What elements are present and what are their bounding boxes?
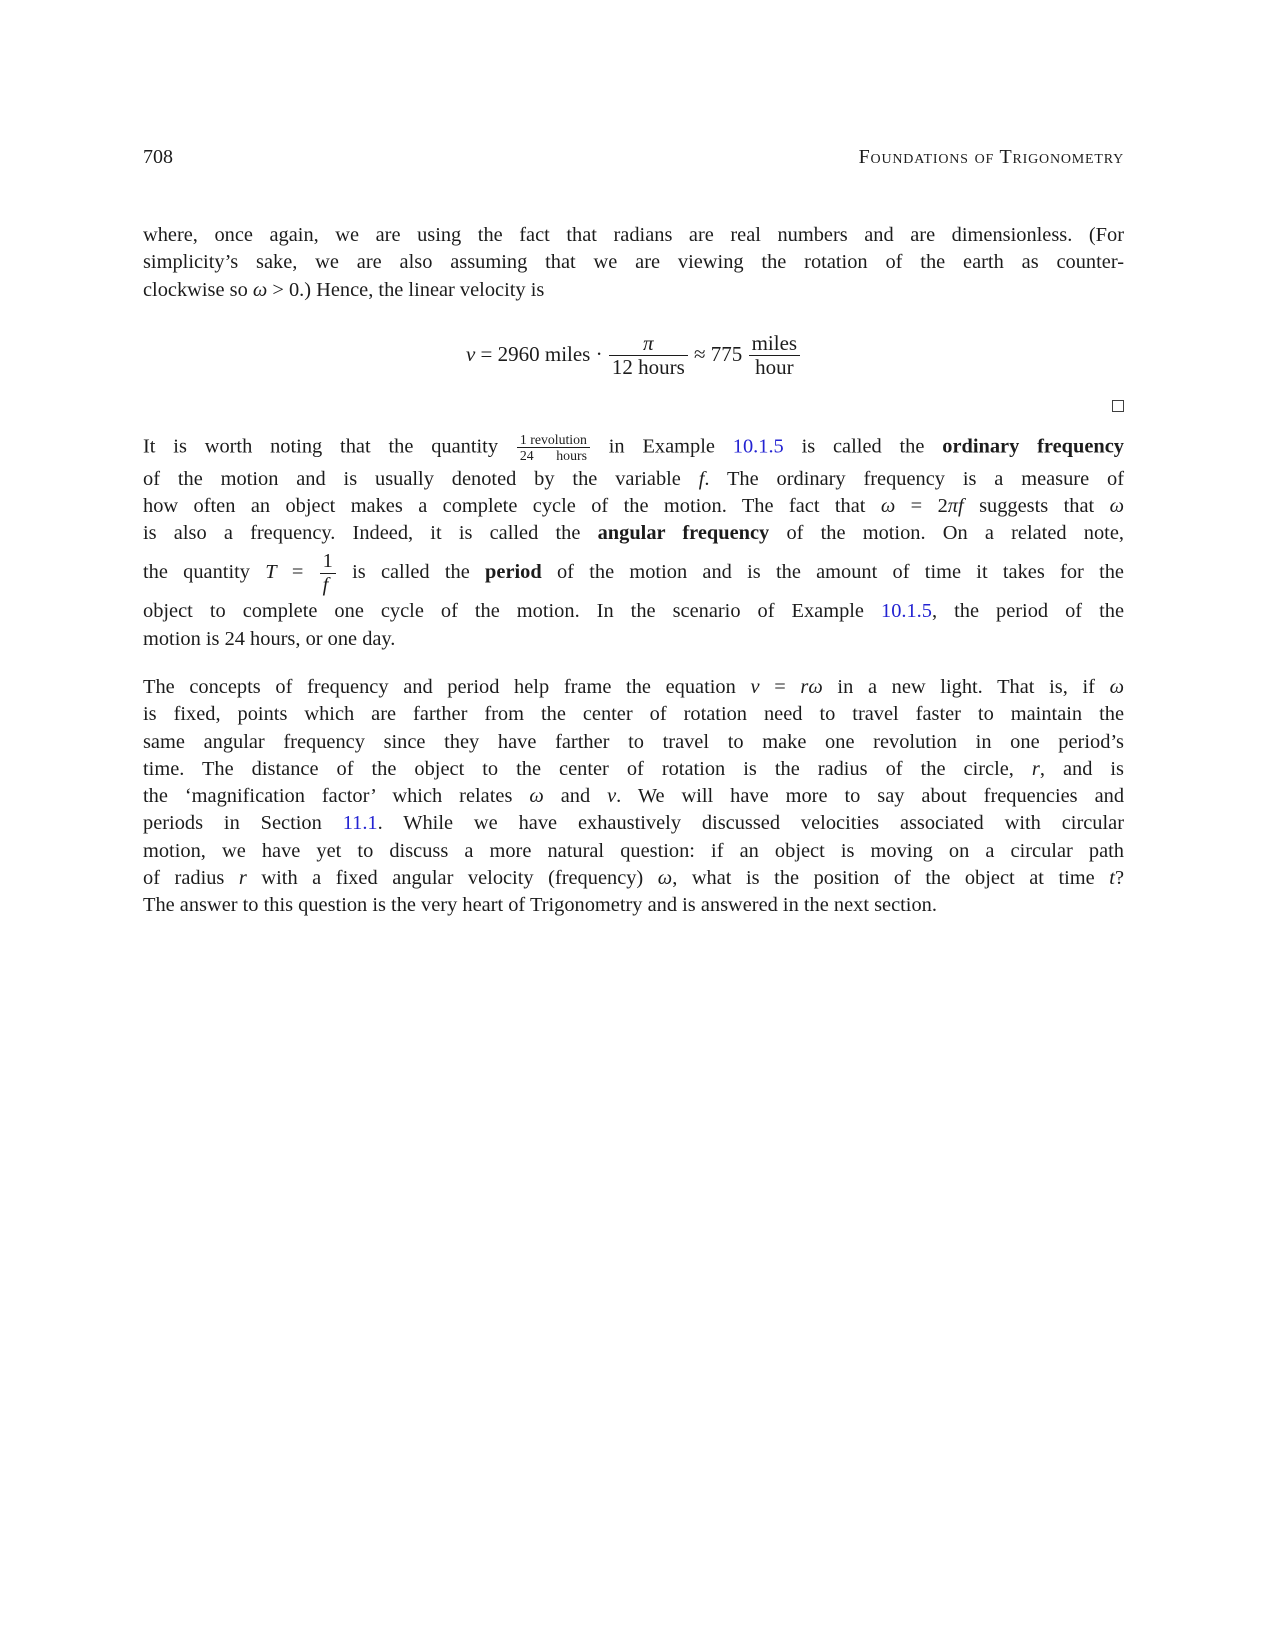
bold-term: period xyxy=(485,560,542,583)
text-run: suggests that xyxy=(963,495,1110,518)
qed-row xyxy=(143,400,1124,416)
inline-fraction xyxy=(609,332,688,380)
text-run: is called the xyxy=(336,560,486,583)
text-run: . The ordinary frequency is a measure of xyxy=(704,467,1124,490)
text-run: ≈ 775 xyxy=(688,341,748,366)
math-variable: ω xyxy=(657,867,673,890)
math-variable: ω xyxy=(1109,675,1124,698)
text-block xyxy=(143,0,1124,920)
text-run: motion is 24 hours, or one day. xyxy=(143,627,396,650)
text-run: the ‘magnification factor’ which relates xyxy=(143,785,530,808)
text-line xyxy=(143,865,1124,892)
running-title: Foundations of Trigonometry xyxy=(858,146,1124,168)
text-run: It is worth noting that the quantity xyxy=(143,435,516,458)
text-run: is fixed, points which are farther from the center of rotation need to travel faster to maintain the xyxy=(143,703,1124,726)
closing-paragraph xyxy=(143,674,1124,920)
text-run: , and is xyxy=(1039,757,1124,780)
text-line xyxy=(143,598,1124,625)
section-link[interactable]: 10.1.5 xyxy=(732,435,784,458)
frequency-paragraph xyxy=(143,430,1124,653)
math-variable: t xyxy=(1109,867,1115,890)
math-variable: v xyxy=(465,341,476,366)
math-variable: ω xyxy=(529,785,544,808)
section-link[interactable]: 10.1.5 xyxy=(881,600,932,623)
fraction-numerator: 1 xyxy=(322,549,333,572)
intro-paragraph xyxy=(143,222,1124,304)
text-run: is called the xyxy=(783,435,943,458)
text-run: of the motion and is usually denoted by the variable xyxy=(143,467,699,490)
math-variable: f xyxy=(698,467,705,490)
math-variable: ω xyxy=(880,495,896,518)
text-line xyxy=(143,701,1124,728)
text-run: of the motion and is the amount of time it takes for the xyxy=(541,560,1124,583)
text-run: . While we have exhaustively discussed velocities associated with circular xyxy=(377,812,1124,835)
math-variable: v xyxy=(750,675,760,698)
fraction-denominator: 24 hours xyxy=(517,447,590,463)
math-variable: T xyxy=(265,560,277,583)
text-line xyxy=(143,520,1124,547)
text-run: = xyxy=(276,560,319,583)
math-variable: ω xyxy=(252,278,268,301)
text-run: ? xyxy=(1114,867,1124,890)
text-line xyxy=(143,729,1124,756)
text-run: time. The distance of the object to the center of rotation is the radius of the circle, xyxy=(143,757,1032,780)
text-run: of the motion. On a related note, xyxy=(769,522,1124,545)
fraction-numerator: π xyxy=(643,330,654,355)
text-run: = 2 xyxy=(895,495,948,518)
text-run: = 2960 miles · xyxy=(475,341,608,366)
fraction-denominator: 12 hours xyxy=(609,355,688,380)
text-line xyxy=(143,892,1124,919)
fraction-denominator: f xyxy=(320,573,336,597)
text-run: The answer to this question is the very heart of Trigonometry and is answered in the next section. xyxy=(143,894,937,917)
text-run: with a fixed angular velocity (frequency) xyxy=(246,867,658,890)
text-line xyxy=(143,674,1124,701)
text-line xyxy=(143,838,1124,865)
text-run: = xyxy=(759,675,801,698)
math-variable: v xyxy=(607,785,617,808)
inline-fraction xyxy=(749,332,801,380)
text-run: simplicity’s sake, we are also assuming that we are viewing the rotation of the earth as counter- xyxy=(143,251,1124,274)
inline-fraction xyxy=(517,432,590,464)
math-variable: rω xyxy=(800,675,823,698)
text-run: in Example xyxy=(590,435,733,458)
text-line xyxy=(143,493,1124,520)
text-line xyxy=(143,249,1124,276)
text-run: the quantity xyxy=(143,560,266,583)
text-run: where, once again, we are using the fact that radians are real numbers and are dimensionless. (For xyxy=(143,224,1124,246)
end-of-example-icon xyxy=(1112,400,1124,412)
fraction-numerator: 1 revolution xyxy=(519,431,587,447)
text-run: object to complete one cycle of the motion. In the scenario of Example xyxy=(143,600,881,623)
text-run: same angular frequency since they have farther to travel to make one revolution in one period’s xyxy=(143,730,1124,753)
inline-fraction xyxy=(320,550,336,597)
text-run: clockwise so xyxy=(143,278,253,301)
bold-term: ordinary frequency xyxy=(942,435,1124,458)
text-line xyxy=(143,810,1124,837)
math-variable: ω xyxy=(1109,495,1124,518)
text-run: motion, we have yet to discuss a more natural question: if an object is moving on a circular path xyxy=(143,839,1124,862)
text-line xyxy=(143,756,1124,783)
text-line xyxy=(143,277,1124,304)
page-number: 708 xyxy=(143,146,173,168)
math-variable: πf xyxy=(947,495,964,518)
text-line xyxy=(143,626,1124,653)
math-variable: r xyxy=(1031,757,1040,780)
text-run: how often an object makes a complete cycle of the motion. The fact that xyxy=(143,495,881,518)
text-line xyxy=(143,548,1124,599)
bold-term: angular frequency xyxy=(597,522,770,545)
text-line xyxy=(143,466,1124,493)
text-run: , the period of the xyxy=(931,600,1125,623)
text-run: > 0.) Hence, the linear velocity is xyxy=(267,278,545,301)
text-run: of radius xyxy=(143,867,239,890)
text-run: periods in Section xyxy=(143,812,343,835)
text-run: and xyxy=(543,785,608,808)
text-run: , what is the position of the object at time xyxy=(672,867,1110,890)
text-run: The concepts of frequency and period help frame the equation xyxy=(143,675,751,698)
text-run: is also a frequency. Indeed, it is called the xyxy=(143,522,598,545)
math-variable: r xyxy=(238,867,247,890)
fraction-numerator: miles xyxy=(751,330,798,355)
fraction-denominator: hour xyxy=(749,355,801,380)
text-line xyxy=(143,783,1124,810)
section-link[interactable]: 11.1 xyxy=(342,812,378,835)
text-run: in a new light. That is, if xyxy=(822,675,1110,698)
running-header xyxy=(143,146,1124,169)
text-line xyxy=(143,222,1124,249)
text-run: . We will have more to say about frequencies and xyxy=(616,785,1125,808)
linear-velocity-equation xyxy=(143,330,1124,382)
text-line xyxy=(143,430,1124,466)
